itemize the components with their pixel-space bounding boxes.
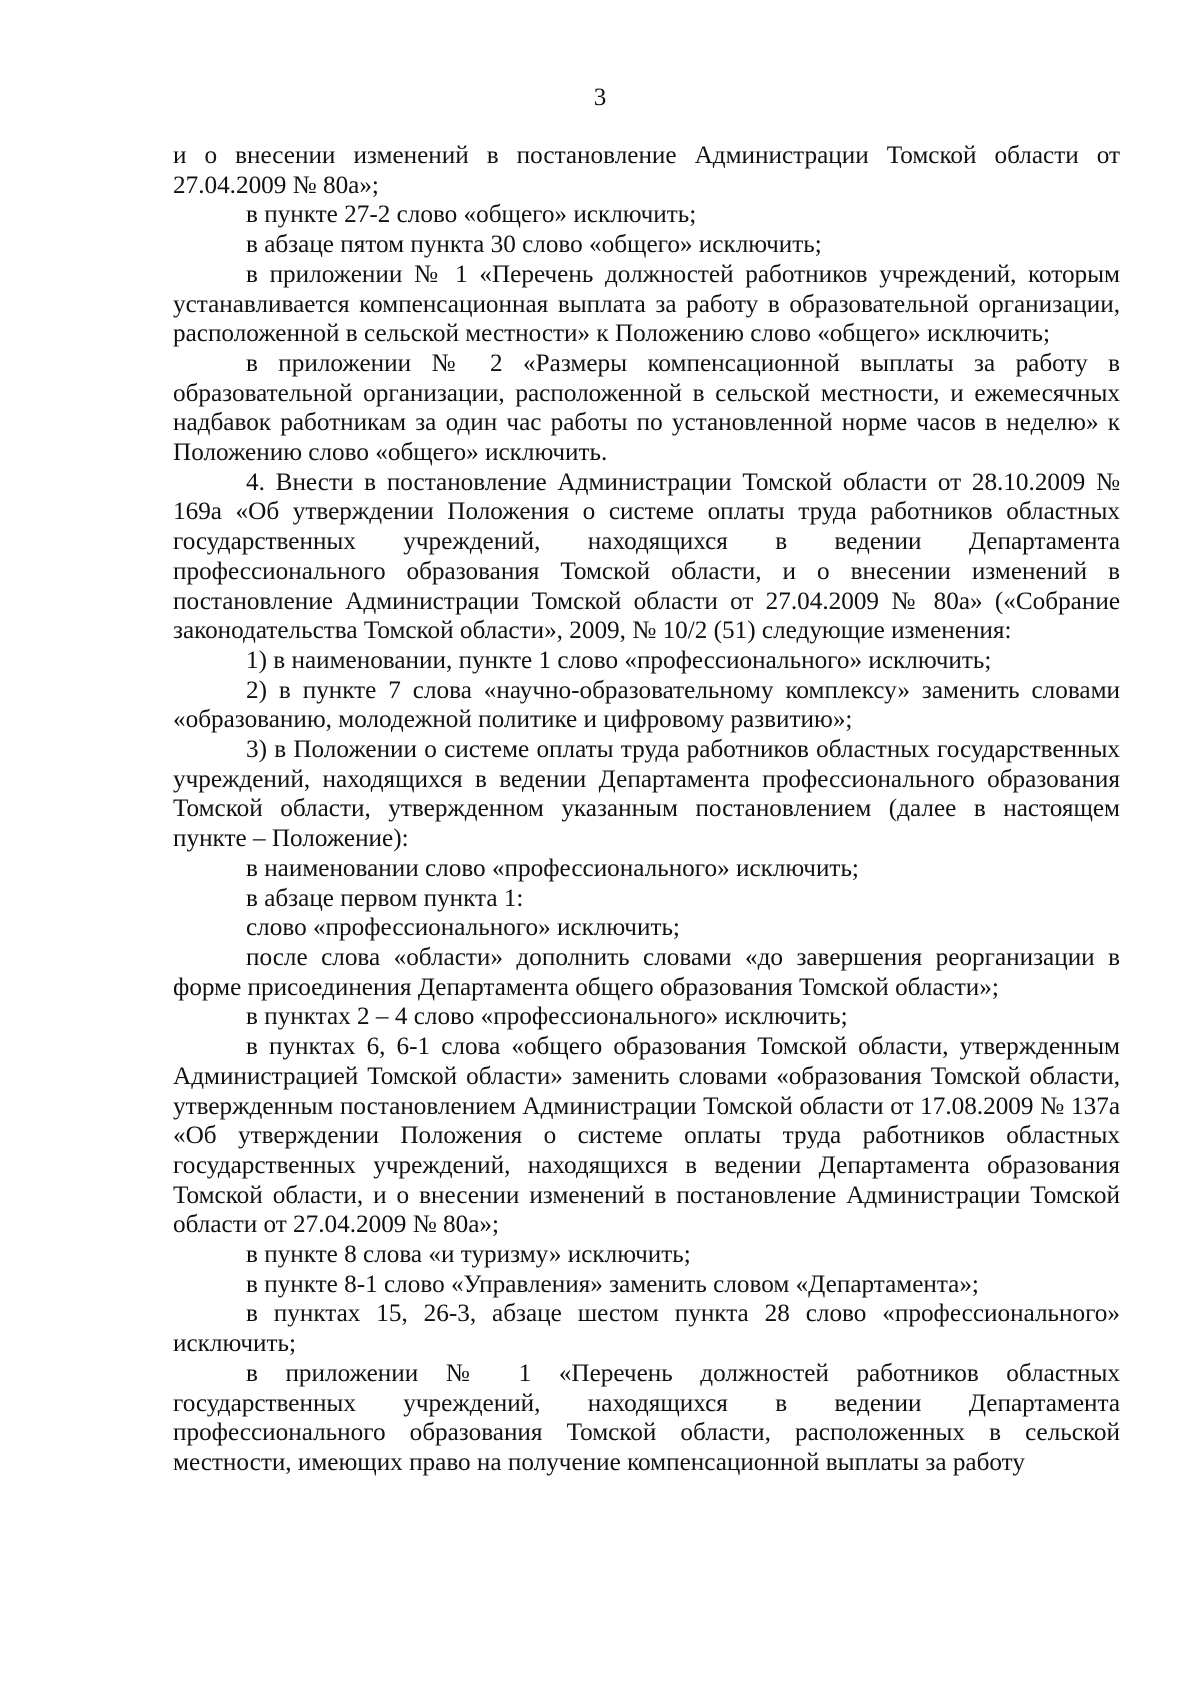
paragraph: в пунктах 2 – 4 слово «профессионального» исключить; (246, 1003, 848, 1031)
page-number: 3 (593, 84, 607, 111)
paragraph: в пункте 8-1 слово «Управления» заменить словом «Департамента»; (246, 1270, 979, 1298)
paragraph: в абзаце пятом пункта 30 слово «общего» исключить; (246, 231, 822, 259)
paragraph: в приложении № 1 «Перечень должностей работников учреждений, которым устанавливается компенсационная выплата за работу в образовательной организации, расположенной в сельской местности» к Положению слово «общего» исключить; (173, 260, 1120, 348)
paragraph: в пунктах 6, 6-1 слова «общего образования Томской области, утвержденным Администрацией Томской области» заменить словами «образования Томской области, утвержденным постановлением Администрации Томской области от 17.08.2009 № 137а «Об утверждении Положения о системе оплаты труда работников областных государственных учреждений, находящихся в ведении Департамента образования Томской области, и о внесении изменений в постановление Администрации Томской области от 27.04.2009 № 80а»; (173, 1033, 1120, 1239)
paragraph: и о внесении изменений в постановление Администрации Томской области от 27.04.2009 № 80а»; (173, 142, 1120, 199)
document-body (173, 141, 1120, 1478)
paragraph: в пунктах 15, 26-3, абзаце шестом пункта 28 слово «профессионального» исключить; (173, 1300, 1120, 1358)
paragraph: в пункте 8 слова «и туризму» исключить; (246, 1241, 691, 1269)
paragraph: 4. Внести в постановление Администрации Томской области от 28.10.2009 № 169а «Об утверждении Положения о системе оплаты труда работников областных государственных учреждений, находящихся в ведении Департамента профессионального образования Томской области, и о внесении изменений в постановление Администрации Томской области от 27.04.2009 № 80а» («Собрание законодательства Томской области», 2009, № 10/2 (51) следующие изменения: (173, 468, 1120, 645)
paragraph: 2) в пункте 7 слова «научно-образовательному комплексу» заменить словами «образованию, молодежной политике и цифровому развитию»; (173, 676, 1120, 734)
paragraph: 1) в наименовании, пункте 1 слово «профессионального» исключить; (246, 646, 992, 674)
paragraph: в приложении № 1 «Перечень должностей работников областных государственных учреждений, находящихся в ведении Департамента профессионального образования Томской области, расположенных в сельской местности, имеющих право на получение компенсационной выплаты за работу (173, 1359, 1120, 1476)
paragraph: в наименовании слово «профессионального» исключить; (246, 854, 859, 882)
paragraph: в абзаце первом пункта 1: (246, 884, 524, 912)
paragraph: в приложении № 2 «Размеры компенсационной выплаты за работу в образовательной организации, расположенной в сельской местности, и ежемесячных надбавок работникам за один час работы по установленной норме часов в неделю» к Положению слово «общего» исключить. (173, 349, 1120, 467)
paragraph: в пункте 27-2 слово «общего» исключить; (246, 201, 697, 229)
paragraph: после слова «области» дополнить словами «до завершения реорганизации в форме присоединения Департамента общего образования Томской области»; (173, 943, 1120, 1001)
paragraph: 3) в Положении о системе оплаты труда работников областных государственных учреждений, находящихся в ведении Департамента профессионального образования Томской области, утвержденном указанным постановлением (далее в настоящем пункте – Положение): (173, 736, 1120, 853)
paragraph: слово «профессионального» исключить; (246, 914, 680, 942)
